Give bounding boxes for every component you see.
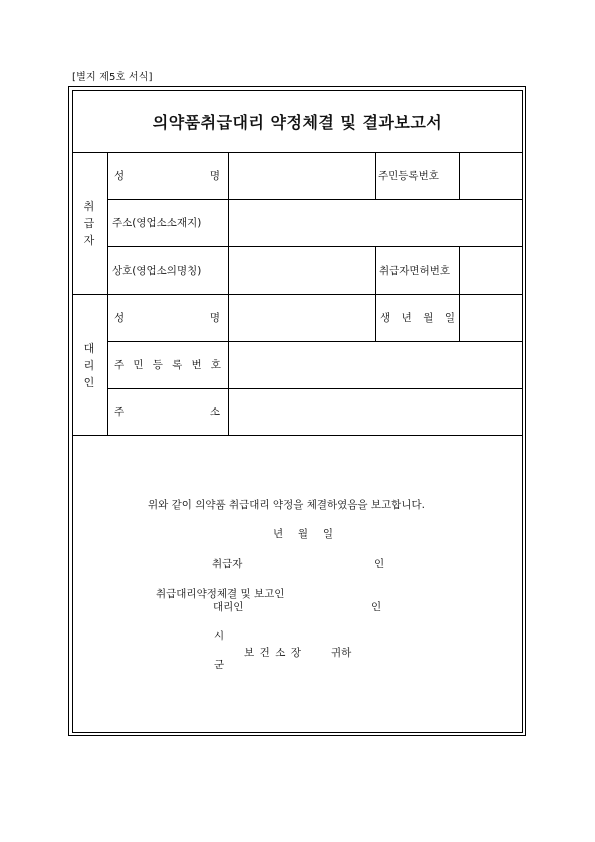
addressee-office: 보 건 소 장: [244, 647, 301, 659]
column-divider: [375, 246, 376, 294]
agent-section-label: 대 리 인: [83, 342, 95, 389]
handler-trade-name-label: 상호(영업소의명칭): [112, 265, 202, 277]
handler-address-label: 주소(영업소소재지): [112, 217, 202, 229]
column-divider: [459, 294, 460, 341]
column-divider: [375, 294, 376, 341]
agent-seal-mark: 인: [371, 601, 382, 613]
document-title: 의약품취급대리 약정체결 및 결과보고서: [152, 112, 443, 132]
agent-rrn-label: 주 민 등 록 번 호: [114, 359, 221, 371]
agent-address-label: 주 소: [114, 406, 220, 418]
addressee-si: 시: [214, 630, 225, 642]
table-bottom-divider: [72, 435, 523, 436]
section-divider: [72, 294, 523, 295]
agent-name-label: 성 명: [114, 312, 220, 324]
row-divider: [108, 341, 523, 342]
agent-signature-label: 대리인: [213, 601, 244, 613]
handler-section-label: 취 급 자: [83, 200, 95, 247]
date-line: 년 월 일: [273, 528, 333, 540]
title-divider: [72, 152, 523, 153]
handler-seal-mark: 인: [374, 558, 385, 570]
handler-name-label: 성 명: [114, 170, 220, 182]
row-divider: [108, 199, 523, 200]
side-column-divider: [107, 152, 108, 435]
column-divider: [375, 152, 376, 199]
row-divider: [108, 246, 523, 247]
column-divider: [459, 152, 460, 199]
handler-signature-label: 취급자: [212, 558, 243, 570]
label-column-divider: [228, 152, 229, 435]
addressee-honorific: 귀하: [331, 647, 352, 659]
column-divider: [459, 246, 460, 294]
addressee-gun: 군: [214, 659, 225, 671]
reporter-header: 취급대리약정체결 및 보고인: [156, 588, 285, 600]
report-statement: 위와 같이 의약품 취급대리 약정을 체결하였음을 보고합니다.: [148, 499, 425, 511]
handler-rrn-label: 주민등록번호: [378, 170, 439, 182]
agent-birth-label: 생 년 월 일: [380, 312, 455, 324]
handler-license-label: 취급자면허번호: [379, 265, 451, 277]
row-divider: [108, 388, 523, 389]
form-caption: [별지 제5호 서식]: [72, 72, 153, 83]
